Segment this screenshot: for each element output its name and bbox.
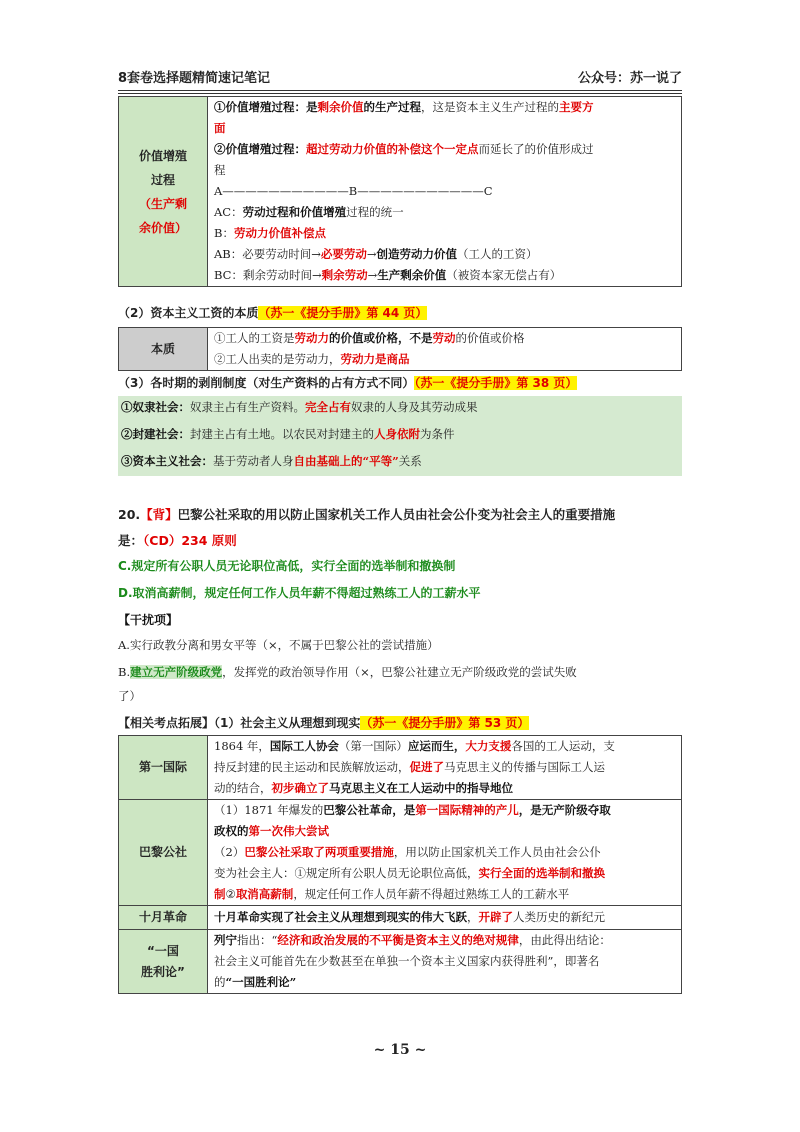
row-content	[208, 906, 682, 930]
content-line	[214, 328, 677, 349]
text: 马克思主义在工人运动中的指导地位	[329, 781, 513, 795]
text: 持反封建的民主运动和民族解放运动，	[214, 760, 410, 774]
row-content	[208, 930, 682, 994]
page-number: ~ 15 ~	[373, 1042, 427, 1058]
table-row	[119, 800, 682, 906]
socialism-table	[118, 735, 682, 994]
wage-essence-table	[118, 327, 682, 371]
text: 为条件	[420, 427, 455, 441]
content-line	[214, 821, 677, 842]
text: 自由基础上的“平等”	[293, 454, 399, 468]
content-line	[214, 778, 677, 799]
text: 剩余劳动	[321, 268, 368, 282]
text: 动的结合，	[214, 781, 272, 795]
extension-heading	[118, 714, 529, 731]
text: 主要方	[559, 100, 594, 114]
text: ③资本主义社会：	[121, 454, 213, 468]
value-increment-label	[119, 97, 208, 287]
option-b	[118, 664, 577, 680]
distractor-heading: 【干扰项】	[118, 613, 179, 627]
option-b-cont: 了）	[118, 689, 141, 703]
content-line	[214, 265, 677, 286]
text: 【相关考点拓展】（1）社会主义从理想到现实	[118, 716, 361, 730]
table-row	[119, 736, 682, 800]
content-line	[214, 118, 677, 139]
content-line	[214, 736, 677, 757]
table-row	[119, 930, 682, 994]
text: 的价值或价格	[329, 331, 398, 345]
content-line	[214, 930, 677, 951]
text: 劳动力	[294, 331, 329, 345]
text: 巴黎公社采取的用以防止国家机关工作人员由社会公仆变为社会主人的重要措施	[177, 507, 616, 522]
text: BC：剩余劳动时间→	[214, 268, 322, 282]
label-line: “一国	[147, 943, 179, 958]
text: ，用以防止国家机关工作人员由社会公仆	[393, 845, 601, 859]
essence-label: 本质	[119, 328, 208, 371]
content-line	[214, 349, 677, 370]
header-rule-thin	[118, 93, 682, 94]
content-line	[214, 244, 677, 265]
value-increment-table	[118, 96, 682, 287]
text: 取消高薪制	[235, 887, 294, 901]
option-a: A.实行政教分离和男女平等（×，不属于巴黎公社的尝试措施）	[118, 638, 439, 652]
text: 的	[214, 975, 226, 989]
text: 十月革命实现了	[214, 910, 295, 924]
text: 过程的统一	[346, 205, 404, 219]
text: 大力支援	[465, 739, 512, 753]
text: 1864 年，	[214, 739, 270, 753]
row-label: 十月革命	[119, 906, 208, 930]
text: 指出：“	[237, 933, 278, 947]
text: 奴隶主占有生产资料。	[190, 400, 305, 414]
text: 变为社会主人：①规定所有公职人员无论职位高低，	[214, 866, 479, 880]
text: 程	[214, 163, 226, 177]
row-label: 巴黎公社	[119, 800, 208, 906]
text: 基于劳动者人身	[213, 454, 294, 468]
text: AC：	[214, 205, 243, 219]
text: ②工人出卖的是劳动力，	[214, 352, 341, 366]
text: ②价值增殖过程：	[214, 142, 306, 156]
text: 劳动力价值补偿点	[233, 226, 326, 240]
content-line	[214, 160, 677, 181]
text: 促进了	[409, 760, 444, 774]
content-line	[214, 842, 677, 863]
exploitation-line	[121, 399, 478, 415]
label-line: （生产剩	[138, 196, 187, 211]
text: ，这是资本主义生产过程的	[421, 100, 559, 114]
header-title: 8套卷选择题精简速记笔记	[118, 71, 271, 86]
text: 封建主占有土地。以农民对封建主的	[190, 427, 374, 441]
text: ①价值增殖过程：	[214, 100, 306, 114]
label-line: 价值增殖	[138, 148, 187, 163]
text: （1）1871 年爆发的	[214, 803, 324, 817]
question-20-stem	[118, 505, 615, 523]
text: 初步确立了	[271, 781, 329, 795]
reference-highlight: （苏一《提分手册》第 38 页）	[414, 376, 578, 390]
section-2-heading	[118, 304, 427, 321]
table-row	[119, 906, 682, 930]
label-line: 过程	[150, 172, 175, 187]
label-line: 余价值）	[138, 220, 187, 235]
text: 人身依附	[374, 427, 420, 441]
text: 完全占有	[305, 400, 351, 414]
option-c: C.规定所有公职人员无论职位高低，实行全面的选举制和撤换制	[118, 559, 456, 573]
text: 第一国际精神的产儿	[415, 803, 519, 817]
text: 国际工人协会	[269, 739, 339, 753]
text: ，规定任何工作人员年薪不得超过熟练工人的工薪水平	[293, 887, 570, 901]
text: 开辟了	[478, 910, 513, 924]
text: ②封建社会：	[121, 427, 190, 441]
exploitation-line	[121, 453, 422, 469]
content-line	[214, 223, 677, 244]
text: ，由此得出结论：	[518, 933, 611, 947]
text: 的生产过程	[363, 100, 421, 114]
content-line	[214, 884, 677, 905]
text: 列宁	[214, 933, 237, 947]
text: （3）各时期的剥削制度（对生产资料的占有方式不同）	[118, 376, 415, 390]
option-d: D.取消高薪制，规定任何工作人员年薪不得超过熟练工人的工薪水平	[118, 586, 481, 600]
text: B：	[214, 226, 234, 240]
text: “一国胜利论”	[225, 975, 297, 989]
text: （2）资本主义工资的本质	[118, 306, 259, 320]
text: 各国的工人运动，支	[511, 739, 615, 753]
question-20-answer	[118, 531, 237, 549]
row-content	[208, 736, 682, 800]
essence-content	[208, 328, 682, 371]
content-line	[214, 202, 677, 223]
text: 巴黎公社革命	[323, 803, 393, 817]
text: 政权的	[214, 824, 249, 838]
answer: （CD）234 原则	[143, 533, 237, 548]
highlight: 建立无产阶级政党	[130, 665, 223, 679]
text: →	[366, 247, 377, 261]
content-line	[214, 139, 677, 160]
text: 生产剩余价值	[377, 268, 447, 282]
text: AB：必要劳动时间→	[214, 247, 321, 261]
reference-highlight: （苏一《提分手册》第 53 页）	[360, 716, 530, 730]
text: 面	[214, 121, 226, 135]
text: ，是	[392, 803, 416, 817]
text: ②	[225, 887, 236, 901]
text: （工人的工资）	[457, 247, 538, 261]
text: 劳动	[432, 331, 456, 345]
content-line	[214, 972, 677, 993]
question-number: 20.	[118, 507, 141, 522]
content-line	[214, 907, 677, 928]
section-3-heading	[118, 374, 577, 391]
content-line	[214, 97, 677, 118]
header-rule	[118, 90, 682, 91]
text: 剩余价值	[317, 100, 364, 114]
text: （2）	[214, 845, 245, 859]
text: 劳动力是商品	[340, 352, 410, 366]
text: 奴隶的人身及其劳动成果	[351, 400, 478, 414]
text: （第一国际）	[338, 739, 408, 753]
text: ，	[467, 910, 479, 924]
content-line	[214, 757, 677, 778]
row-label	[119, 930, 208, 994]
text: 实行全面的选举制和撤换	[478, 866, 605, 880]
row-label: 第一国际	[119, 736, 208, 800]
exploitation-line	[121, 426, 455, 442]
text: 的价值或价格	[455, 331, 525, 345]
text: 经济和政治发展的不平衡是资本主义的绝对规律	[277, 933, 519, 947]
text: ①工人的工资是	[214, 331, 295, 345]
text: ，是无产阶级夺取	[518, 803, 611, 817]
text: →	[367, 268, 378, 282]
text: （被资本家无偿占有）	[446, 268, 562, 282]
memorize-tag: 【背】	[140, 507, 178, 522]
reference-highlight: （苏一《提分手册》第 44 页）	[258, 306, 428, 320]
text: ，发挥党的政治领导作用（×，巴黎公社建立无产阶级政党的尝试失败	[222, 665, 577, 679]
text: 第一次伟大尝试	[248, 824, 329, 838]
text: ①奴隶社会：	[121, 400, 190, 414]
text: 必要劳动	[320, 247, 367, 261]
text: 劳动过程和价值增殖	[242, 205, 347, 219]
text: 制	[214, 887, 226, 901]
text: 社会主义从理想到现实的伟大飞跃	[294, 910, 467, 924]
page-header	[118, 62, 682, 86]
text: 巴黎公社采取了两项重要措施	[244, 845, 394, 859]
content-line	[214, 800, 677, 821]
content-line	[214, 951, 677, 972]
text: B.	[118, 665, 131, 679]
text: 是：	[118, 533, 144, 548]
text: 应运而生，	[407, 739, 466, 753]
text: 超过劳动力价值的补偿这个一定点	[306, 142, 479, 156]
text: 创造劳动力价值	[376, 247, 458, 261]
row-content	[208, 800, 682, 906]
label-line: 胜利论”	[141, 964, 185, 979]
text: 马克思主义的传播与国际工人运	[444, 760, 605, 774]
text: ，不是	[398, 331, 433, 345]
header-account: 公众号：苏一说了	[577, 71, 682, 86]
content-line	[214, 863, 677, 884]
text: 社会主义可能首先在少数甚至在单独一个资本主义国家内获得胜利”，即著名	[214, 954, 600, 968]
text: 而延长了的价值形成过	[478, 142, 594, 156]
abc-diagram-line	[214, 181, 677, 202]
text: 是	[306, 100, 318, 114]
text: 人类历史的新纪元	[513, 910, 605, 924]
value-increment-content	[208, 97, 682, 287]
text: A———————————B———————————C	[214, 184, 493, 198]
text: 关系	[398, 454, 422, 468]
